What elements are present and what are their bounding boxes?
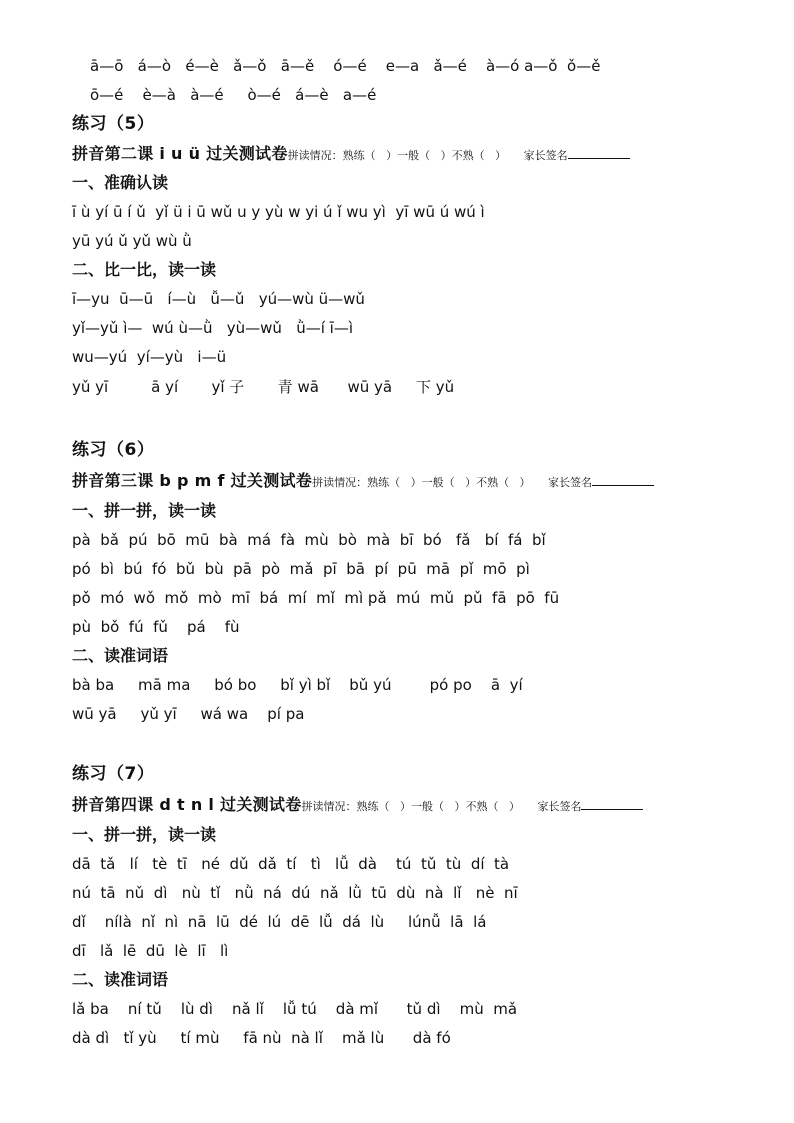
exercise-heading: 练习（7） bbox=[72, 764, 155, 784]
pinyin-line: dà dì tǐ yù tí mù fā nù nà lǐ mǎ lù dà fó bbox=[72, 1029, 451, 1047]
pinyin-line: pù bǒ fú fǔ pá fù bbox=[72, 618, 240, 636]
section-label: 一、准确认读 bbox=[72, 173, 169, 192]
pinyin-line: dǐ nílà nǐ nì nā lū dé lú dē lǚ dá lù lúnǚ lā lá bbox=[72, 913, 487, 931]
pinyin-line: bà ba mā ma bó bo bǐ yì bǐ bǔ yú pó po ā yí bbox=[72, 676, 523, 694]
pinyin-line: dā tǎ lí tè tī né dǔ dǎ tí tì lǚ dà tú tǔ tù dí tà bbox=[72, 855, 510, 873]
reading-status: 拼读情况：熟练（ ）一般（ ）不熟（ ） 家长签名 bbox=[301, 800, 582, 813]
pinyin-line: dī lǎ lē dū lè lī lì bbox=[72, 942, 229, 960]
intro-line: ā—ō á—ò é—è ǎ—ǒ ā—ě ó—é e—a ǎ—é à—ó a—ǒ ǒ—ě bbox=[90, 57, 601, 75]
pinyin-line: pà bǎ pú bō mū bà má fà mù bò mà bī bó fǎ bí fá bǐ bbox=[72, 531, 546, 549]
exercise-title-row bbox=[72, 471, 654, 493]
pinyin-line: yū yú ǔ yǔ wù ǜ bbox=[72, 232, 192, 250]
pinyin-line: wu—yú yí—yù i—ü bbox=[72, 348, 227, 366]
section-label: 二、比一比，读一读 bbox=[72, 260, 217, 279]
section-label: 二、读准词语 bbox=[72, 646, 169, 665]
exercise-title: 拼音第四课 d t n l 过关测试卷 bbox=[72, 795, 302, 814]
pinyin-line: pó bì bú fó bǔ bù pā pò mǎ pī bā pí pū mā pǐ mō pì bbox=[72, 560, 530, 578]
signature-blank bbox=[568, 146, 630, 159]
pinyin-line: lǎ ba ní tǔ lù dì nǎ lǐ lǚ tú dà mǐ tǔ dì mù mǎ bbox=[72, 1000, 518, 1018]
pinyin-line: ī ù yí ū í ǔ yǐ ü i ū wǔ u y yù w yi ú ǐ wu yì yī wū ú wú ì bbox=[72, 203, 485, 221]
exercise-title: 拼音第二课 i u ü 过关测试卷 bbox=[72, 144, 288, 163]
pinyin-line: pǒ mó wǒ mǒ mò mī bá mí mǐ mì pǎ mú mǔ pǔ fā pō fū bbox=[72, 589, 560, 607]
exercise-title-row bbox=[72, 795, 643, 817]
exercise-title: 拼音第三课 b p m f 过关测试卷 bbox=[72, 471, 313, 490]
exercise-title-row bbox=[72, 144, 630, 166]
section-label: 一、拼一拼，读一读 bbox=[72, 825, 217, 844]
pinyin-line: yǔ yī ā yí yǐ 子 青 wā wū yā 下 yǔ bbox=[72, 378, 455, 396]
signature-blank bbox=[581, 797, 643, 810]
section-label: 二、读准词语 bbox=[72, 970, 169, 989]
intro-line: ō—é è—à à—é ò—é á—è a—é bbox=[90, 86, 377, 104]
signature-blank bbox=[592, 473, 654, 486]
pinyin-line: wū yā yǔ yī wá wa pí pa bbox=[72, 705, 305, 723]
section-label: 一、拼一拼，读一读 bbox=[72, 501, 217, 520]
pinyin-line: nú tā nǔ dì nù tǐ nǜ ná dú nǎ lǜ tū dù nà lǐ nè nī bbox=[72, 884, 518, 902]
reading-status: 拼读情况：熟练（ ）一般（ ）不熟（ ） 家长签名 bbox=[312, 476, 593, 489]
exercise-heading: 练习（6） bbox=[72, 440, 155, 460]
exercise-heading: 练习（5） bbox=[72, 114, 155, 134]
pinyin-line: ī—yu ū—ū í—ù ǚ—ǔ yú—wù ü—wǔ bbox=[72, 290, 365, 308]
reading-status: 拼读情况：熟练（ ）一般（ ）不熟（ ） 家长签名 bbox=[287, 149, 568, 162]
pinyin-line: yǐ—yǔ ì— wú ù—ǜ yù—wǔ ǜ—í ī—ì bbox=[72, 319, 354, 337]
